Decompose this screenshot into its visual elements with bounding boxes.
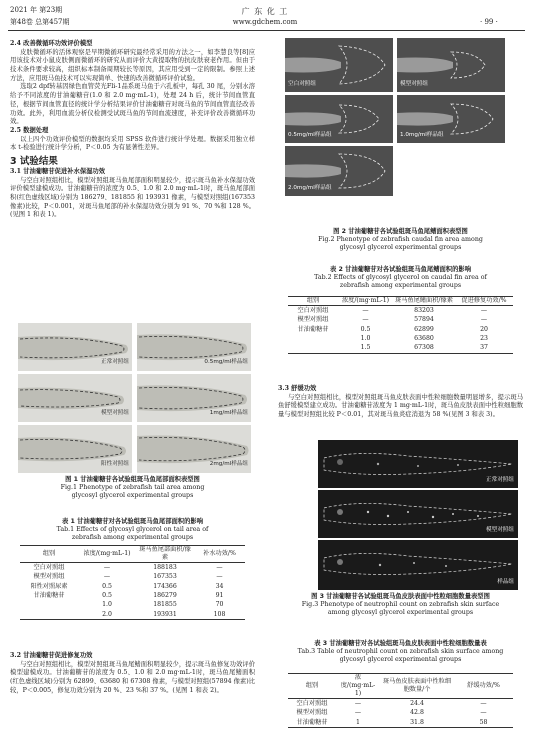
table-cell: — <box>480 700 487 708</box>
section-3-1-title: 3.1 甘油葡糖苷促进补水保湿功效 <box>10 168 106 176</box>
table-cell: — <box>480 307 488 315</box>
table-cell <box>20 610 78 620</box>
fig2-panel-label: 空白对照组 <box>288 81 316 88</box>
table-cell: — <box>216 564 223 572</box>
table-cell: 1 <box>356 718 360 726</box>
table-cell: 模型对照组 <box>296 709 328 717</box>
table-cell: 63680 <box>414 334 434 342</box>
table-2 <box>288 296 513 354</box>
table-1 <box>20 545 245 620</box>
fig2-panel-blank <box>285 38 393 92</box>
section-3-1-para: 与空白对照组相比，模型对照组斑马鱼尾部面积明显较少，提示斑马鱼补水保湿功效评价模型建模成功。甘油葡糖苷的浓度为 0.5、1.0 和 2.0 mg·mL-1时，斑马鱼尾部面积(红色虚线区域)分别为 186279、181855 和 193931 像素，与模型对照组(167353 像素)比较，P＜0.001，对斑马鱼尾部的补水保湿功效分别为 91 %、70 %和 128 %。(见图 1 和表 1)。 <box>10 176 255 219</box>
table-cell: 0.5 <box>360 325 371 333</box>
fig3-caption-en-1: Fig.3 Phenotype of neutrophil count on zebrafish skin surface <box>301 601 500 609</box>
fig2-caption-en-1: Fig.2 Phenotype of zebrafish caudal fin area among <box>318 236 483 244</box>
table-cell: — <box>103 573 111 581</box>
table-2-caption <box>278 266 523 291</box>
figure-1-caption <box>10 476 255 501</box>
table-row <box>20 572 245 581</box>
fig1-caption-en-2: glycosyl glycerol experimental groups <box>71 492 194 500</box>
table-cell: 108 <box>213 610 226 618</box>
table-cell <box>20 600 78 609</box>
table-header-cell: 斑马鱼尾鳍面积/像素 <box>393 297 455 306</box>
table-header-cell: 斑马鱼尾部面积/像素 <box>136 546 194 563</box>
section-3-3-title: 3.3 舒缓功效 <box>278 385 317 392</box>
table-cell: — <box>103 564 111 572</box>
fig1-panel-label: 阳性对照组 <box>101 461 129 468</box>
table-cell <box>288 343 338 353</box>
table-cell: 42.8 <box>410 709 424 717</box>
journal-url: www.gdchem.com <box>232 18 298 26</box>
journal-issue: 2021 年 第23期 <box>10 6 63 14</box>
section-3-2-title: 3.2 甘油葡糖苷促进修复功效 <box>10 652 93 659</box>
fig2-panel-label: 模型对照组 <box>400 81 428 88</box>
neutrophil-image <box>318 540 518 590</box>
table-header-cell: 浓度/(mg·mL-1) <box>78 546 136 563</box>
section-2-5-title: 2.5 数据处理 <box>10 126 49 134</box>
fig3-panel-model <box>318 490 518 538</box>
tab1-caption-en-2: zebrafish among experimental groups <box>71 534 194 542</box>
fig1-panel-0-5 <box>137 323 251 371</box>
fig1-panel-2-0 <box>137 425 251 473</box>
section-2-5-para: 以上四个功效评价模型的数据均采用 SPSS 软件进行统计学处理。数据采用独立样本 t-检验进行统计学分析，P＜0.05 为有显著性差异。 <box>10 135 255 152</box>
fig3-panel-label: 模型对照组 <box>486 527 514 534</box>
table-cell: 甘油葡糖苷 <box>296 718 328 726</box>
table-row <box>288 334 513 343</box>
table-cell: — <box>216 573 223 581</box>
fig2-panel-label: 0.5mg/ml样品组 <box>288 132 332 139</box>
fig2-panel-model <box>397 38 505 92</box>
fig2-caption-zh: 图 2 甘油葡糖苷各试验组斑马鱼尾鳍面积表型图 <box>333 228 468 235</box>
section-3-3-para: 与空白对照组相比，模型对照组斑马鱼皮肤表面中性粒细胞数量明显增多，提示斑马鱼舒缓模型建立成功。甘油葡糖苷浓度为 1 mg·mL-1时，斑马鱼皮肤表面中性粒细胞数量与模型对照组比较 P＜0.01，其对斑马鱼炎症消退为 58 %(见图 3 和表 3)。 <box>278 393 523 419</box>
table-row <box>288 343 513 353</box>
table-header-cell: 浓度/(mg·mL-1) <box>338 297 393 306</box>
table-cell: 阳性对照尿素 <box>30 582 68 590</box>
table-cell: 34 <box>215 582 224 590</box>
section-3-title: 3 试验结果 <box>10 155 58 167</box>
table-header-cell: 斑马鱼皮肤表面中性粒细胞数量/个 <box>380 674 454 699</box>
table-cell: 186279 <box>153 592 177 600</box>
table-cell: — <box>362 316 369 324</box>
section-3-2 <box>10 652 255 695</box>
fig2-caption-en-2: glycosyl glycerol experimental groups <box>339 244 462 252</box>
tab2-caption-en-2: zebrafish among experimental groups <box>339 282 462 290</box>
table-cell: 91 <box>215 592 224 600</box>
table-cell: 甘油葡糖苷 <box>33 592 65 600</box>
table-3 <box>288 673 513 728</box>
tab2-caption-zh: 表 2 甘油葡糖苷对各试验组斑马鱼尾鳍面积的影响 <box>329 266 471 273</box>
table-cell: 空白对照组 <box>33 564 65 572</box>
fig3-panel-label: 样品组 <box>497 579 514 586</box>
table-cell: 2.0 <box>102 610 112 618</box>
table-row <box>288 718 513 728</box>
table-row <box>20 563 245 573</box>
fig3-caption-en-2: among glycosyl glycerol experimental groups <box>327 609 474 617</box>
table-cell: 20 <box>480 325 488 333</box>
tab1-caption-zh: 表 1 甘油葡糖苷对各试验组斑马鱼尾部面积的影响 <box>61 518 203 525</box>
fig2-panel-label: 2.0mg/ml样品组 <box>288 185 332 192</box>
fig3-panel-sample <box>318 540 518 590</box>
table-cell: 70 <box>215 601 224 609</box>
table-cell: 83203 <box>414 307 434 315</box>
table-cell: 58 <box>479 718 488 726</box>
table-row <box>288 325 513 334</box>
table-row <box>288 699 513 709</box>
fig1-panel-model <box>18 374 132 422</box>
table-cell: 37 <box>480 344 488 352</box>
figure-3-caption <box>278 593 523 618</box>
table-cell <box>288 334 338 343</box>
table-header-cell: 补水功效/% <box>194 546 245 563</box>
table-1-caption <box>10 518 255 543</box>
table-cell: 0.5 <box>102 582 112 590</box>
table-cell: 空白对照组 <box>296 700 328 708</box>
journal-volume: 第48卷 总第457期 <box>10 18 70 26</box>
section-2-4-para-1: 皮肤微循环的活体观察是早期微循环研究最经常采用的方法之一，如李慧良等[8]应用该技术对小鼠皮肤侧面微循环的研究从而评价大黄提取物的抗皮肤衰老作用。但由于技术条件要求较高，组织标本制备周期较长等原因，其应用受到一定的限制。参照上述方法，应用斑马鱼技术可以实现简单、快速的改善微循环评价试验。 <box>10 48 255 82</box>
table-cell: 模型对照组 <box>297 316 329 324</box>
table-cell: 62899 <box>414 325 434 333</box>
tab1-caption-en-1: Tab.1 Effects of glycosyl glycerol on tail area of <box>56 526 209 534</box>
table-row <box>288 315 513 324</box>
section-2-4-title: 2.4 改善微循环功效评价模型 <box>10 40 93 47</box>
table-cell: 188183 <box>153 564 177 572</box>
fig1-panel-1-0 <box>137 374 251 422</box>
table-cell: 67308 <box>414 344 434 352</box>
table-cell: — <box>362 307 369 315</box>
fig2-panel-2-0 <box>285 146 393 196</box>
table-cell: 1.0 <box>102 601 112 609</box>
table-cell: 193931 <box>153 610 177 618</box>
table-row <box>288 306 513 316</box>
table-cell: — <box>354 700 362 708</box>
table-cell: 1.5 <box>360 344 371 352</box>
section-2-4-para-2: 选取2 dpf转基因绿色血管荧光Fli-1品系斑马鱼于六孔板中，每孔 30 尾，分别水溶给予不同浓度的甘油葡糖苷(1.0 和 2.0 mg·mL-1)，处理 24 h 后，统计节间血管直径，根据节间血管直径的统计学分析结果评价甘油葡糖苷对斑马鱼的节间血管直径改善功效。此外，利用血流分析仪检测受试斑马鱼的节间血流速度，补充评价改善微循环功效。 <box>10 83 255 126</box>
journal-title: 广 东 化 工 <box>241 7 289 16</box>
table-row <box>20 582 245 591</box>
table-cell: 24.4 <box>410 700 424 708</box>
fig3-panel-label: 正常对照组 <box>486 477 514 484</box>
tab3-caption-zh: 表 3 甘油葡糖苷对各试验组斑马鱼皮肤表面中性粒细胞数量表 <box>314 640 487 647</box>
fig1-panel-label: 1mg/ml样品组 <box>209 410 248 417</box>
left-column <box>10 40 255 220</box>
tab2-caption-en-1: Tab.2 Effects of glycosyl glycerol on caudal fin area of <box>314 274 487 282</box>
fig1-panel-label: 2mg/ml样品组 <box>209 461 248 468</box>
fig1-panel-label: 模型对照组 <box>101 410 129 417</box>
fig3-caption-zh: 图 3 甘油葡糖苷各试验组斑马鱼皮肤表面中性粒细胞数量表型图 <box>311 593 490 600</box>
section-3-3 <box>278 385 523 420</box>
table-cell: 31.8 <box>410 718 424 726</box>
table-row <box>288 708 513 717</box>
table-cell: — <box>480 316 488 324</box>
section-3-2-para: 与空白对照组相比，模型对照组斑马鱼尾鳍面积明显较少，提示斑马鱼修复功效评价模型建模成功。甘油葡糖苷的浓度为 0.5、1.0 和 2.0 mg·mL-1时，斑马鱼尾鳍面积(红色虚线区域)分别为 62899、63680 和 67308 像素，与模型对照组(57894 像素)比较，P＜0.005，修复功效分别为 20 %、23 %和 37 %。(见图 1 和表 2)。 <box>10 660 255 694</box>
tab3-caption-en-2: glycosyl glycerol experimental groups <box>339 656 462 664</box>
table-cell: 181855 <box>153 601 177 609</box>
table-cell: 23 <box>480 334 488 342</box>
table-cell: — <box>480 709 487 717</box>
fig2-panel-label: 1.0mg/ml样品组 <box>400 132 444 139</box>
table-cell: 167353 <box>153 573 177 581</box>
fig2-panel-1-0 <box>397 95 505 143</box>
table-row <box>20 610 245 620</box>
table-row <box>20 600 245 609</box>
fig1-panel-label: 正常对照组 <box>101 359 129 366</box>
figure-2 <box>285 38 505 196</box>
table-header-cell: 浓度/(mg·mL-1) <box>336 674 380 699</box>
fig2-panel-0-5 <box>285 95 393 143</box>
fig1-caption-en-1: Fig.1 Phenotype of zebrafish tail area among <box>60 484 205 492</box>
table-cell: 57894 <box>414 316 434 324</box>
table-cell: — <box>354 709 362 717</box>
fig3-panel-normal <box>318 440 518 488</box>
table-header-cell: 组别 <box>288 674 336 699</box>
fig1-panel-label: 0.5mg/ml样品组 <box>204 359 248 366</box>
table-cell: 甘油葡糖苷 <box>297 325 329 333</box>
table-header-cell: 舒缓功效/% <box>454 674 513 699</box>
table-header-cell: 组别 <box>288 297 338 306</box>
table-row <box>20 591 245 600</box>
table-header-cell: 促进修复功效/% <box>455 297 513 306</box>
fig1-panel-positive <box>18 425 132 473</box>
page-number: · 99 · <box>480 18 498 26</box>
figure-1 <box>18 323 251 473</box>
table-cell: 模型对照组 <box>33 573 65 581</box>
figure-3 <box>318 440 518 590</box>
table-cell: 174366 <box>153 582 177 590</box>
figure-2-caption <box>278 228 523 253</box>
header-rule <box>8 30 525 31</box>
table-cell: 1.0 <box>360 334 371 342</box>
fig1-panel-normal <box>18 323 132 371</box>
table-cell: 空白对照组 <box>297 307 329 315</box>
fig1-caption-zh: 图 1 甘油葡糖苷各试验组斑马鱼尾部面积表型图 <box>65 476 200 483</box>
table-cell: 0.5 <box>102 592 112 600</box>
table-3-caption <box>278 640 523 665</box>
table-header-cell: 组别 <box>20 546 78 563</box>
tab3-caption-en-1: Tab.3 Table of neutrophil count on zebrafish skin surface among <box>297 648 504 656</box>
